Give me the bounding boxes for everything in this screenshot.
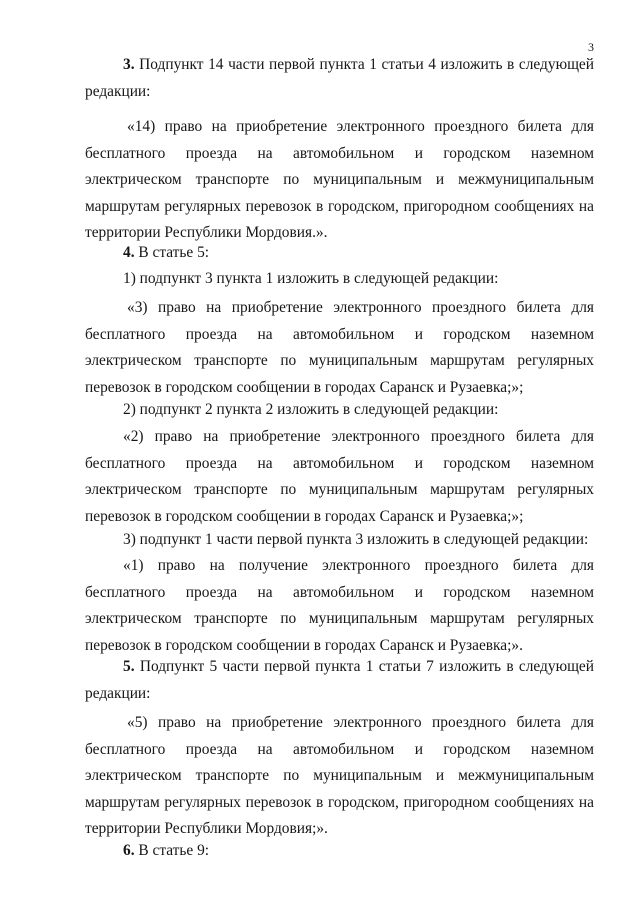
paragraph-quote-3	[85, 295, 594, 401]
paragraph-text: «2) право на приобретение электронного проездного билета для бесплатного проезда на автомобильном и городском наземном электрическом транспорте по муниципальным маршрутам регулярных перевозок в городском сообщении в городах Саранск и Рузаевка;»;	[85, 428, 594, 525]
paragraph-text: Подпункт 5 части первой пункта 1 статьи 7 изложить в следующей редакции:	[85, 658, 594, 702]
paragraph-quote-2	[85, 424, 594, 530]
paragraph-subitem-3	[85, 527, 594, 554]
item-number: 4.	[123, 244, 135, 261]
paragraph-item-3	[85, 52, 594, 105]
item-number: 3.	[123, 56, 135, 73]
paragraph-text: «14) право на приобретение электронного проездного билета для бесплатного проезда на автомобильном и городском наземном электрическом транспорте по муниципальным и межмуниципальным маршрутам регулярных перевозок в городском, пригородном сообщениях на территории Республики Мордовия.».	[85, 118, 594, 241]
paragraph-text: «3) право на приобретение электронного проездного билета для бесплатного проезда на автомобильном и городском наземном электрическом транспорте по муниципальным маршрутам регулярных перевозок в городском сообщении в городах Саранск и Рузаевка;»;	[85, 299, 594, 396]
paragraph-text: «1) право на получение электронного проездного билета для бесплатного проезда на автомобильном и городском наземном электрическом транспорте по муниципальным маршрутам регулярных перевозок в городском сообщении в городах Саранск и Рузаевка;».	[85, 557, 594, 654]
paragraph-quote-14	[85, 114, 594, 247]
item-number: 5.	[123, 658, 135, 675]
paragraph-text: В статье 9:	[134, 842, 210, 859]
page-number: 3	[588, 40, 594, 54]
paragraph-item-4	[85, 240, 594, 267]
paragraph-subitem-2	[85, 397, 594, 424]
paragraph-text: 3) подпункт 1 части первой пункта 3 изложить в следующей редакции:	[123, 531, 589, 548]
paragraph-text: В статье 5:	[134, 244, 210, 261]
paragraph-subitem-1	[85, 266, 594, 293]
paragraph-item-6	[85, 838, 594, 865]
paragraph-text: 1) подпункт 3 пункта 1 изложить в следующей редакции:	[123, 270, 499, 287]
item-number: 6.	[123, 842, 135, 859]
paragraph-quote-1	[85, 553, 594, 659]
paragraph-text: Подпункт 14 части первой пункта 1 статьи 4 изложить в следующей редакции:	[85, 56, 594, 100]
paragraph-quote-5	[85, 710, 594, 843]
paragraph-text: «5) право на приобретение электронного проездного билета для бесплатного проезда на автомобильном и городском наземном электрическом транспорте по муниципальным и межмуниципальным маршрутам регулярных перевозок в городском, пригородном сообщениях на территории Республики Мордовия;».	[85, 714, 594, 837]
paragraph-text: 2) подпункт 2 пункта 2 изложить в следующей редакции:	[123, 401, 499, 418]
paragraph-item-5	[85, 654, 594, 707]
